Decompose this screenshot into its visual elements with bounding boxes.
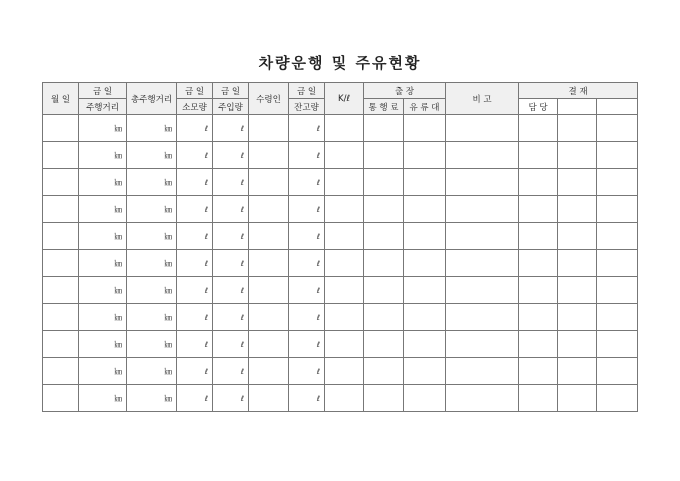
cell-remaining[interactable] bbox=[289, 331, 325, 358]
cell-consumption[interactable] bbox=[177, 196, 213, 223]
cell-remarks[interactable] bbox=[446, 169, 519, 196]
cell-recipient[interactable] bbox=[249, 277, 289, 304]
cell-refuel[interactable] bbox=[213, 277, 249, 304]
cell-total-distance[interactable] bbox=[127, 196, 177, 223]
cell-run-distance[interactable] bbox=[79, 223, 127, 250]
cell-fuel-cost[interactable] bbox=[404, 331, 446, 358]
cell-remarks[interactable] bbox=[446, 223, 519, 250]
cell-recipient[interactable] bbox=[249, 331, 289, 358]
cell-approval-1[interactable] bbox=[519, 223, 558, 250]
cell-remaining[interactable] bbox=[289, 169, 325, 196]
cell-month-day[interactable] bbox=[43, 223, 79, 250]
cell-month-day[interactable] bbox=[43, 385, 79, 412]
table-row bbox=[43, 277, 638, 304]
unit-label: ㎞ bbox=[114, 285, 122, 295]
cell-toll[interactable] bbox=[364, 223, 404, 250]
header-consumption: 소모량 bbox=[177, 99, 213, 115]
cell-approval-1[interactable] bbox=[519, 169, 558, 196]
unit-label: ℓ bbox=[240, 150, 244, 160]
unit-label: ℓ bbox=[204, 150, 208, 160]
cell-approval-1[interactable] bbox=[519, 250, 558, 277]
cell-run-distance[interactable] bbox=[79, 385, 127, 412]
unit-label: ℓ bbox=[316, 204, 320, 214]
cell-toll[interactable] bbox=[364, 142, 404, 169]
header-approval: 결 재 bbox=[519, 83, 638, 99]
cell-approval-2[interactable] bbox=[558, 385, 597, 412]
unit-label: ℓ bbox=[204, 339, 208, 349]
document-title: 차량운행 및 주유현황 bbox=[258, 54, 422, 72]
cell-kpl[interactable] bbox=[325, 115, 364, 142]
cell-remarks[interactable] bbox=[446, 277, 519, 304]
table-row bbox=[43, 331, 638, 358]
cell-month-day[interactable] bbox=[43, 196, 79, 223]
cell-approval-3[interactable] bbox=[597, 196, 638, 223]
unit-label: ℓ bbox=[240, 177, 244, 187]
cell-approval-2[interactable] bbox=[558, 223, 597, 250]
unit-label: ㎞ bbox=[164, 177, 172, 187]
cell-consumption[interactable] bbox=[177, 169, 213, 196]
unit-label: ℓ bbox=[316, 258, 320, 268]
unit-label: ℓ bbox=[316, 150, 320, 160]
cell-kpl[interactable] bbox=[325, 169, 364, 196]
cell-run-distance[interactable] bbox=[79, 196, 127, 223]
cell-remaining[interactable] bbox=[289, 277, 325, 304]
cell-consumption[interactable] bbox=[177, 250, 213, 277]
unit-label: ㎞ bbox=[164, 312, 172, 322]
cell-remarks[interactable] bbox=[446, 358, 519, 385]
cell-toll[interactable] bbox=[364, 115, 404, 142]
cell-fuel-cost[interactable] bbox=[404, 169, 446, 196]
header-month-day: 월 일 bbox=[43, 83, 79, 115]
unit-label: ㎞ bbox=[164, 231, 172, 241]
unit-label: ℓ bbox=[204, 204, 208, 214]
header-fuel-cost: 유 류 대 bbox=[404, 99, 446, 115]
header-recipient: 수령인 bbox=[249, 83, 289, 115]
unit-label: ㎞ bbox=[164, 204, 172, 214]
cell-approval-2[interactable] bbox=[558, 169, 597, 196]
cell-month-day[interactable] bbox=[43, 358, 79, 385]
unit-label: ℓ bbox=[204, 285, 208, 295]
cell-recipient[interactable] bbox=[249, 142, 289, 169]
cell-kpl[interactable] bbox=[325, 385, 364, 412]
table-row bbox=[43, 115, 638, 142]
cell-recipient[interactable] bbox=[249, 169, 289, 196]
cell-toll[interactable] bbox=[364, 250, 404, 277]
unit-label: ㎞ bbox=[114, 312, 122, 322]
cell-approval-2[interactable] bbox=[558, 304, 597, 331]
cell-consumption[interactable] bbox=[177, 223, 213, 250]
unit-label: ㎞ bbox=[114, 393, 122, 403]
cell-remaining[interactable] bbox=[289, 358, 325, 385]
header-today-remaining: 금 일 bbox=[289, 83, 325, 99]
cell-fuel-cost[interactable] bbox=[404, 223, 446, 250]
cell-month-day[interactable] bbox=[43, 277, 79, 304]
unit-label: ㎞ bbox=[164, 339, 172, 349]
cell-kpl[interactable] bbox=[325, 196, 364, 223]
cell-run-distance[interactable] bbox=[79, 277, 127, 304]
cell-recipient[interactable] bbox=[249, 385, 289, 412]
unit-label: ℓ bbox=[240, 339, 244, 349]
unit-label: ㎞ bbox=[114, 123, 122, 133]
unit-label: ℓ bbox=[316, 123, 320, 133]
cell-approval-3[interactable] bbox=[597, 385, 638, 412]
cell-run-distance[interactable] bbox=[79, 142, 127, 169]
unit-label: ℓ bbox=[316, 177, 320, 187]
cell-fuel-cost[interactable] bbox=[404, 277, 446, 304]
cell-recipient[interactable] bbox=[249, 304, 289, 331]
cell-approval-3[interactable] bbox=[597, 169, 638, 196]
cell-approval-1[interactable] bbox=[519, 277, 558, 304]
unit-label: ㎞ bbox=[114, 204, 122, 214]
cell-remaining[interactable] bbox=[289, 385, 325, 412]
table-row bbox=[43, 196, 638, 223]
cell-toll[interactable] bbox=[364, 331, 404, 358]
header-remarks: 비 고 bbox=[446, 83, 519, 115]
table-row bbox=[43, 304, 638, 331]
cell-approval-1[interactable] bbox=[519, 358, 558, 385]
table-row bbox=[43, 142, 638, 169]
cell-remarks[interactable] bbox=[446, 115, 519, 142]
cell-refuel[interactable] bbox=[213, 250, 249, 277]
cell-refuel[interactable] bbox=[213, 115, 249, 142]
cell-refuel[interactable] bbox=[213, 358, 249, 385]
cell-month-day[interactable] bbox=[43, 169, 79, 196]
cell-recipient[interactable] bbox=[249, 115, 289, 142]
header-kpl: K/ℓ bbox=[325, 83, 364, 115]
unit-label: ℓ bbox=[240, 393, 244, 403]
cell-refuel[interactable] bbox=[213, 331, 249, 358]
cell-approval-2[interactable] bbox=[558, 250, 597, 277]
unit-label: ℓ bbox=[316, 366, 320, 376]
cell-kpl[interactable] bbox=[325, 331, 364, 358]
cell-consumption[interactable] bbox=[177, 142, 213, 169]
cell-kpl[interactable] bbox=[325, 250, 364, 277]
cell-consumption[interactable] bbox=[177, 331, 213, 358]
table-row bbox=[43, 169, 638, 196]
cell-approval-3[interactable] bbox=[597, 223, 638, 250]
unit-label: ℓ bbox=[204, 231, 208, 241]
cell-total-distance[interactable] bbox=[127, 358, 177, 385]
unit-label: ℓ bbox=[316, 285, 320, 295]
cell-kpl[interactable] bbox=[325, 142, 364, 169]
cell-approval-2[interactable] bbox=[558, 196, 597, 223]
unit-label: ℓ bbox=[204, 366, 208, 376]
cell-approval-1[interactable] bbox=[519, 385, 558, 412]
unit-label: ㎞ bbox=[114, 339, 122, 349]
cell-fuel-cost[interactable] bbox=[404, 196, 446, 223]
unit-label: ℓ bbox=[204, 312, 208, 322]
vehicle-fuel-table bbox=[42, 82, 638, 412]
unit-label: ㎞ bbox=[114, 150, 122, 160]
cell-recipient[interactable] bbox=[249, 196, 289, 223]
cell-consumption[interactable] bbox=[177, 304, 213, 331]
cell-total-distance[interactable] bbox=[127, 304, 177, 331]
cell-total-distance[interactable] bbox=[127, 115, 177, 142]
cell-total-distance[interactable] bbox=[127, 169, 177, 196]
cell-approval-3[interactable] bbox=[597, 358, 638, 385]
table-row bbox=[43, 358, 638, 385]
header-today-consume: 금 일 bbox=[177, 83, 213, 99]
cell-run-distance[interactable] bbox=[79, 358, 127, 385]
cell-remarks[interactable] bbox=[446, 385, 519, 412]
cell-approval-3[interactable] bbox=[597, 115, 638, 142]
unit-label: ㎞ bbox=[164, 285, 172, 295]
cell-approval-1[interactable] bbox=[519, 331, 558, 358]
unit-label: ℓ bbox=[240, 366, 244, 376]
cell-remarks[interactable] bbox=[446, 142, 519, 169]
cell-recipient[interactable] bbox=[249, 358, 289, 385]
cell-toll[interactable] bbox=[364, 196, 404, 223]
cell-kpl[interactable] bbox=[325, 304, 364, 331]
cell-remaining[interactable] bbox=[289, 142, 325, 169]
cell-fuel-cost[interactable] bbox=[404, 250, 446, 277]
header-in-charge: 담 당 bbox=[519, 99, 558, 115]
cell-total-distance[interactable] bbox=[127, 223, 177, 250]
header-toll: 통 행 료 bbox=[364, 99, 404, 115]
cell-kpl[interactable] bbox=[325, 358, 364, 385]
cell-refuel[interactable] bbox=[213, 385, 249, 412]
unit-label: ㎞ bbox=[164, 123, 172, 133]
unit-label: ㎞ bbox=[114, 366, 122, 376]
cell-refuel[interactable] bbox=[213, 223, 249, 250]
cell-month-day[interactable] bbox=[43, 331, 79, 358]
cell-total-distance[interactable] bbox=[127, 250, 177, 277]
cell-approval-1[interactable] bbox=[519, 115, 558, 142]
cell-remaining[interactable] bbox=[289, 250, 325, 277]
cell-run-distance[interactable] bbox=[79, 331, 127, 358]
cell-month-day[interactable] bbox=[43, 142, 79, 169]
cell-fuel-cost[interactable] bbox=[404, 385, 446, 412]
cell-toll[interactable] bbox=[364, 169, 404, 196]
cell-run-distance[interactable] bbox=[79, 169, 127, 196]
header-business-trip: 출 장 bbox=[364, 83, 446, 99]
approval-sign-box bbox=[558, 99, 597, 115]
unit-label: ㎞ bbox=[164, 258, 172, 268]
unit-label: ℓ bbox=[240, 258, 244, 268]
unit-label: ℓ bbox=[240, 123, 244, 133]
table-row bbox=[43, 250, 638, 277]
unit-label: ℓ bbox=[240, 285, 244, 295]
cell-remarks[interactable] bbox=[446, 304, 519, 331]
unit-label: ℓ bbox=[204, 258, 208, 268]
cell-total-distance[interactable] bbox=[127, 385, 177, 412]
cell-approval-3[interactable] bbox=[597, 331, 638, 358]
unit-label: ℓ bbox=[240, 231, 244, 241]
table-row bbox=[43, 385, 638, 412]
header-run-distance: 주행거리 bbox=[79, 99, 127, 115]
cell-total-distance[interactable] bbox=[127, 142, 177, 169]
cell-fuel-cost[interactable] bbox=[404, 142, 446, 169]
cell-consumption[interactable] bbox=[177, 385, 213, 412]
cell-approval-3[interactable] bbox=[597, 277, 638, 304]
cell-refuel[interactable] bbox=[213, 169, 249, 196]
unit-label: ㎞ bbox=[164, 393, 172, 403]
cell-refuel[interactable] bbox=[213, 196, 249, 223]
cell-remaining[interactable] bbox=[289, 304, 325, 331]
cell-recipient[interactable] bbox=[249, 223, 289, 250]
unit-label: ℓ bbox=[316, 231, 320, 241]
cell-refuel[interactable] bbox=[213, 142, 249, 169]
unit-label: ㎞ bbox=[114, 177, 122, 187]
cell-kpl[interactable] bbox=[325, 223, 364, 250]
cell-run-distance[interactable] bbox=[79, 304, 127, 331]
cell-approval-2[interactable] bbox=[558, 115, 597, 142]
unit-label: ℓ bbox=[316, 312, 320, 322]
cell-toll[interactable] bbox=[364, 277, 404, 304]
header-today-run: 금 일 bbox=[79, 83, 127, 99]
header-remaining: 잔고량 bbox=[289, 99, 325, 115]
cell-remarks[interactable] bbox=[446, 250, 519, 277]
cell-approval-1[interactable] bbox=[519, 196, 558, 223]
cell-fuel-cost[interactable] bbox=[404, 304, 446, 331]
unit-label: ℓ bbox=[240, 204, 244, 214]
cell-toll[interactable] bbox=[364, 304, 404, 331]
cell-run-distance[interactable] bbox=[79, 250, 127, 277]
unit-label: ℓ bbox=[204, 123, 208, 133]
table-row bbox=[43, 223, 638, 250]
cell-kpl[interactable] bbox=[325, 277, 364, 304]
cell-remaining[interactable] bbox=[289, 115, 325, 142]
cell-approval-2[interactable] bbox=[558, 277, 597, 304]
cell-run-distance[interactable] bbox=[79, 115, 127, 142]
unit-label: ℓ bbox=[204, 177, 208, 187]
cell-approval-1[interactable] bbox=[519, 142, 558, 169]
unit-label: ℓ bbox=[316, 393, 320, 403]
cell-consumption[interactable] bbox=[177, 115, 213, 142]
cell-total-distance[interactable] bbox=[127, 331, 177, 358]
header-today-refuel: 금 일 bbox=[213, 83, 249, 99]
cell-remarks[interactable] bbox=[446, 331, 519, 358]
cell-month-day[interactable] bbox=[43, 115, 79, 142]
cell-consumption[interactable] bbox=[177, 277, 213, 304]
cell-consumption[interactable] bbox=[177, 358, 213, 385]
unit-label: ㎞ bbox=[114, 231, 122, 241]
unit-label: ㎞ bbox=[164, 366, 172, 376]
cell-remaining[interactable] bbox=[289, 223, 325, 250]
unit-label: ℓ bbox=[316, 339, 320, 349]
header-refuel: 주입량 bbox=[213, 99, 249, 115]
cell-toll[interactable] bbox=[364, 385, 404, 412]
unit-label: ℓ bbox=[204, 393, 208, 403]
cell-remarks[interactable] bbox=[446, 196, 519, 223]
cell-approval-2[interactable] bbox=[558, 331, 597, 358]
cell-approval-3[interactable] bbox=[597, 304, 638, 331]
cell-approval-3[interactable] bbox=[597, 142, 638, 169]
unit-label: ㎞ bbox=[114, 258, 122, 268]
cell-refuel[interactable] bbox=[213, 304, 249, 331]
header-row-1 bbox=[43, 83, 638, 99]
approval-sign-box bbox=[597, 99, 638, 115]
cell-fuel-cost[interactable] bbox=[404, 358, 446, 385]
cell-remaining[interactable] bbox=[289, 196, 325, 223]
cell-month-day[interactable] bbox=[43, 304, 79, 331]
header-total-distance: 총주행거리 bbox=[127, 83, 177, 115]
unit-label: ㎞ bbox=[164, 150, 172, 160]
cell-approval-2[interactable] bbox=[558, 142, 597, 169]
cell-total-distance[interactable] bbox=[127, 277, 177, 304]
cell-month-day[interactable] bbox=[43, 250, 79, 277]
cell-recipient[interactable] bbox=[249, 250, 289, 277]
unit-label: ℓ bbox=[240, 312, 244, 322]
cell-toll[interactable] bbox=[364, 358, 404, 385]
cell-approval-1[interactable] bbox=[519, 304, 558, 331]
cell-approval-2[interactable] bbox=[558, 358, 597, 385]
cell-fuel-cost[interactable] bbox=[404, 115, 446, 142]
cell-approval-3[interactable] bbox=[597, 250, 638, 277]
